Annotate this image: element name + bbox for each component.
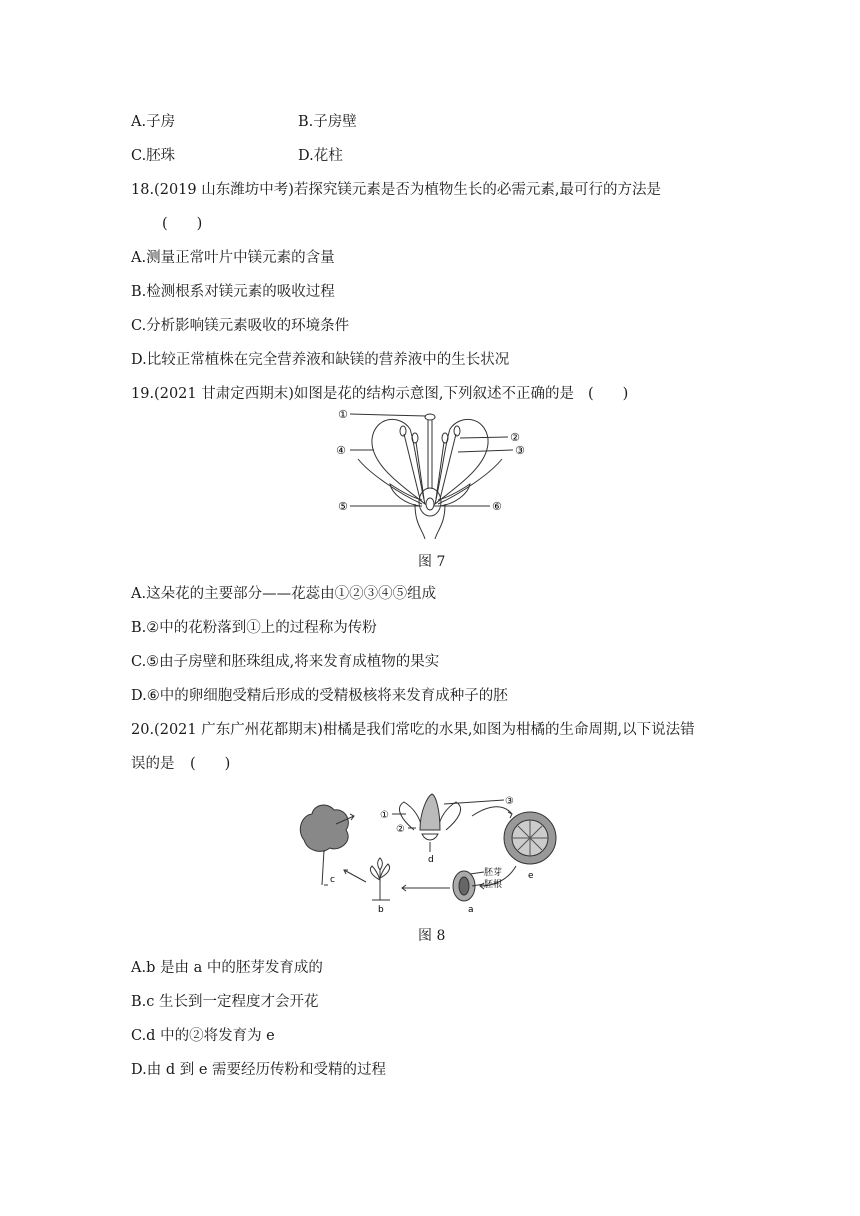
q20-option-b: B.c 生长到一定程度才会开花 [131,994,319,1010]
q18-answer-blank: ( ) [162,216,203,232]
q17-option-b: B.子房壁 [298,114,357,130]
flower-label-5: ⑤ [338,500,348,513]
citrus-label-e: e [528,871,534,881]
flower-label-4: ④ [336,444,346,457]
q19-option-a: A.这朵花的主要部分——花蕊由①②③④⑤组成 [131,586,437,602]
q19-stem: 19.(2021 甘肃定西期末)如图是花的结构示意图,下列叙述不正确的是 [131,386,574,402]
q18-option-c: C.分析影响镁元素吸收的环境条件 [131,318,350,334]
citrus-label-1: ① [380,810,389,821]
citrus-label-c: c [330,875,335,885]
citrus-label-2: ② [396,824,405,835]
q18-stem: 18.(2019 山东潍坊中考)若探究镁元素是否为植物生长的必需元素,最可行的方法是 [131,182,661,198]
q19-option-b: B.②中的花粉落到①上的过程称为传粉 [131,620,377,636]
q18-option-a: A.测量正常叶片中镁元素的含量 [131,250,335,266]
figure-7-caption: 图 7 [418,554,446,570]
q17-option-a: A.子房 [131,114,176,130]
flower-label-6: ⑥ [492,500,502,513]
citrus-label-a: a [468,905,474,915]
flower-structure-figure [330,404,530,544]
q19-option-c: C.⑤由子房壁和胚珠组成,将来发育成植物的果实 [131,654,440,670]
citrus-label-d: d [428,855,434,865]
citrus-label-3: ③ [505,796,514,807]
citrus-label-peiya: 胚芽 [484,868,503,878]
q18-option-b: B.检测根系对镁元素的吸收过程 [131,284,335,300]
figure-8-caption: 图 8 [418,928,446,944]
citrus-label-b: b [378,905,384,915]
q20-stem-continued: 误的是 [131,756,175,772]
flower-label-2: ② [510,431,520,444]
flower-label-1: ① [338,408,348,421]
q20-stem: 20.(2021 广东广州花都期末)柑橘是我们常吃的水果,如图为柑橘的生命周期,以下说法错 [131,722,695,738]
citrus-lifecycle-figure [294,790,564,920]
citrus-label-peigen: 胚根 [484,880,503,890]
q18-option-d: D.比较正常植株在完全营养液和缺镁的营养液中的生长状况 [131,352,510,368]
q20-answer-blank: ( ) [190,756,231,772]
q17-option-c: C.胚珠 [131,148,176,164]
q20-option-d: D.由 d 到 e 需要经历传粉和受精的过程 [131,1062,387,1078]
q20-option-a: A.b 是由 a 中的胚芽发育成的 [131,960,323,976]
q19-option-d: D.⑥中的卵细胞受精后形成的受精极核将来发育成种子的胚 [131,688,508,704]
q17-option-d: D.花柱 [298,148,343,164]
q20-option-c: C.d 中的②将发育为 e [131,1028,275,1044]
flower-label-3: ③ [515,444,525,457]
q19-answer-blank: ( ) [588,386,629,402]
